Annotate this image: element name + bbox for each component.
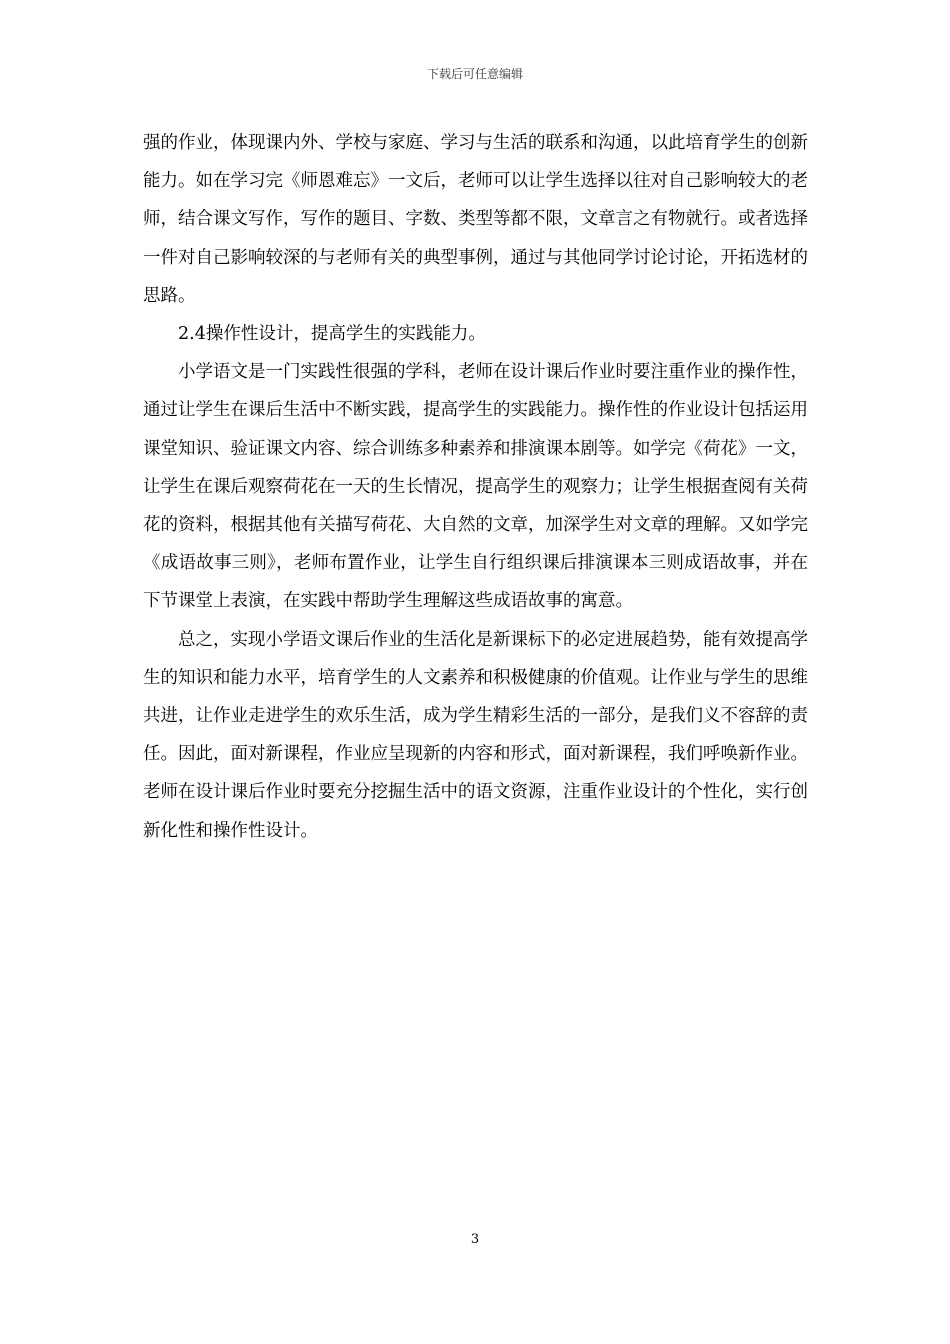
paragraph-practice: 小学语文是一门实践性很强的学科，老师在设计课后作业时要注重作业的操作性，通过让学生在课后生活中不断实践，提高学生的实践能力。操作性的作业设计包括运用课堂知识、验证课文内容、综合训练多种素养和排演课本剧等。如学完《荷花》一文，让学生在课后观察荷花在一天的生长情况，提高学生的观察力；让学生根据查阅有关荷花的资料，根据其他有关描写荷花、大自然的文章，加深学生对文章的理解。又如学完《成语故事三则》，老师布置作业，让学生自行组织课后排演课本三则成语故事，并在下节课堂上表演，在实践中帮助学生理解这些成语故事的寓意。 [143, 362, 808, 612]
page-header: 下载后可任意编辑 [426, 67, 523, 81]
paragraph-conclusion: 总之，实现小学语文课后作业的生活化是新课标下的必定进展趋势，能有效提高学生的知识和能力水平，培育学生的人文素养和积极健康的价值观。让作业与学生的思维共进，让作业走进学生的欢乐生活，成为学生精彩生活的一部分，是我们义不容辞的责任。因此，面对新课程，作业应呈现新的内容和形式，面对新课程，我们呼唤新作业。老师在设计课后作业时要充分挖掘生活中的语文资源，注重作业设计的个性化，实行创新化性和操作性设计。 [143, 629, 808, 841]
page-number: 3 [470, 1232, 480, 1247]
paragraph-continuation: 强的作业，体现课内外、学校与家庭、学习与生活的联系和沟通，以此培育学生的创新能力。如在学习完《师恩难忘》一文后，老师可以让学生选择以往对自己影响较大的老师，结合课文写作，写作的题目、字数、类型等都不限，文章言之有物就行。或者选择一件对自己影响较深的与老师有关的典型事例，通过与其他同学讨论讨论，开拓选材的思路。 [143, 133, 808, 306]
section-heading-2-4: 2.4操作性设计，提高学生的实践能力。 [178, 324, 486, 345]
document-body [143, 124, 808, 850]
